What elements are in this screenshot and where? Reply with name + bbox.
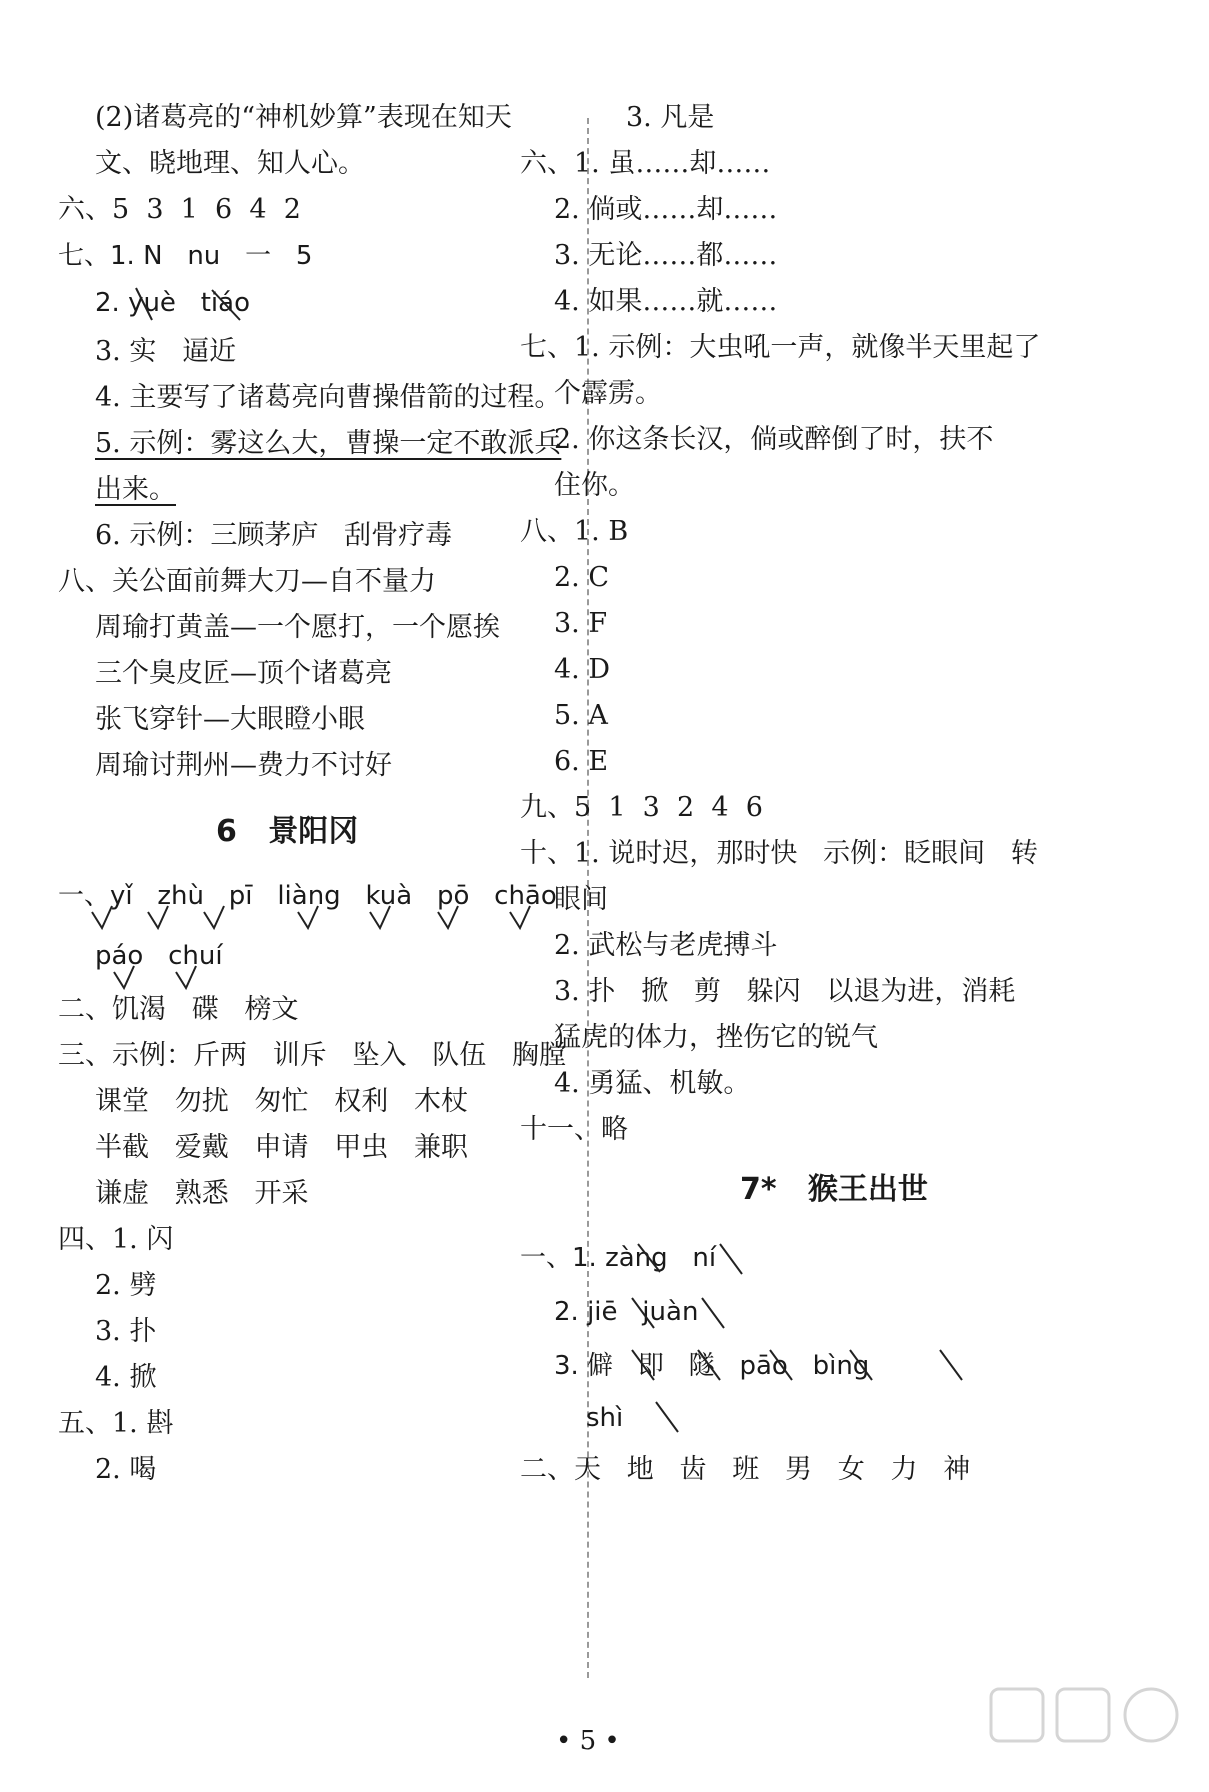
answer-line: 九、5 1 3 2 4 6: [520, 792, 763, 823]
strike-mark: [720, 1244, 742, 1274]
answer-line: 文、晓地理、知人心。: [95, 148, 365, 179]
answer-line: 一、yǐ zhù pī liàng kuà pō chāo: [58, 881, 557, 911]
answer-line: 四、1. 闪: [58, 1224, 174, 1255]
strike-mark: [638, 1244, 660, 1272]
tick-mark: [176, 966, 196, 988]
answer-line: 5. A: [554, 700, 608, 731]
answer-line: 半截 爱戴 申请 甲虫 兼职: [95, 1132, 468, 1163]
answer-line: 十一、略: [520, 1114, 628, 1145]
answer-line: 谦虚 熟悉 开采: [95, 1178, 309, 1209]
strike-mark: [656, 1402, 678, 1432]
answer-line: 六、1. 虽……却……: [520, 148, 771, 179]
handwritten-marks: [520, 0, 1209, 1792]
answer-line: 3. 扑 掀 剪 躲闪 以退为进，消耗: [554, 976, 1016, 1007]
tick-mark: [92, 906, 112, 928]
answer-line: 2. jiē juàn: [554, 1297, 699, 1327]
section-title: 6 景阳冈: [216, 814, 359, 849]
answer-line: 2. 劈: [95, 1270, 157, 1301]
answer-line: 五、1. 斟: [58, 1408, 174, 1439]
answer-line: 2. 喝: [95, 1454, 157, 1485]
answer-line: 八、关公面前舞大刀—自不量力: [58, 566, 436, 597]
answer-line: 十、1. 说时迟，那时快 示例：眨眼间 转: [520, 838, 1038, 869]
answer-line: 一、1. zàng ní: [520, 1243, 717, 1273]
watermark-logo: [983, 1683, 1193, 1778]
answer-line: 住你。: [554, 470, 635, 501]
answer-line: 周瑜讨荆州—费力不讨好: [95, 750, 392, 781]
answer-line: 4. 掀: [95, 1362, 157, 1393]
strike-mark: [940, 1350, 962, 1380]
tick-mark: [370, 906, 390, 928]
answer-line: 2. 倘或……却……: [554, 194, 778, 225]
answer-line: 二、饥渴 碟 榜文: [58, 994, 299, 1025]
page-number: • 5 •: [556, 1726, 620, 1756]
strike-mark: [770, 1350, 792, 1380]
answer-line: 6. 示例：三顾茅庐 刮骨疗毒: [95, 520, 453, 551]
answer-line: 5. 示例：雾这么大，曹操一定不敢派兵: [95, 428, 562, 459]
answer-line: páo chuí: [95, 941, 223, 971]
strike-mark: [632, 1298, 654, 1328]
strike-mark: [698, 1350, 720, 1380]
answer-line: 3. 凡是: [626, 102, 715, 133]
answer-line: 2. 你这条长汉，倘或醉倒了时，扶不: [554, 424, 994, 455]
strike-mark: [632, 1350, 654, 1380]
answer-line: 猛虎的体力，挫伤它的锐气: [554, 1022, 878, 1053]
answer-line: 七、1. N nu 一 5: [58, 241, 313, 271]
answer-line: 七、1. 示例：大虫吼一声，就像半天里起了: [520, 332, 1041, 363]
answer-line: 2. yuè tiáo: [95, 288, 250, 318]
answer-line: 3. 僻 即 隧 pāo bìng: [554, 1351, 870, 1381]
answer-line: 周瑜打黄盖—一个愿打，一个愿挨: [95, 612, 500, 643]
answer-line: 八、1. B: [520, 516, 629, 547]
strike-mark: [212, 290, 240, 320]
answer-line: 2. 武松与老虎搏斗: [554, 930, 778, 961]
answer-line: 6. E: [554, 746, 609, 777]
answer-line: 4. 勇猛、机敏。: [554, 1068, 751, 1099]
strike-mark: [136, 288, 152, 320]
answer-line: 六、5 3 1 6 4 2: [58, 194, 301, 225]
tick-mark: [148, 906, 168, 928]
answer-line: 三、示例：斤两 训斥 坠入 队伍 胸膛: [58, 1040, 566, 1071]
answer-line: 4. D: [554, 654, 610, 685]
answer-line: 出来。: [95, 474, 176, 505]
answer-line: 个霹雳。: [554, 378, 662, 409]
answer-line: 3. 无论……都……: [554, 240, 778, 271]
answer-line: 3. 扑: [95, 1316, 157, 1347]
answer-line: (2)诸葛亮的“神机妙算”表现在知天: [95, 102, 512, 133]
answer-line: 课堂 勿扰 匆忙 权利 木杖: [95, 1086, 468, 1117]
section-title: 7* 猴王出世: [740, 1172, 928, 1207]
answer-line: 二、天 地 齿 班 男 女 力 神: [520, 1454, 971, 1485]
answer-line: 3. 实 逼近: [95, 336, 237, 367]
handwritten-marks: [0, 0, 580, 1792]
answer-line: 4. 如果……就……: [554, 286, 778, 317]
answer-line: 三个臭皮匠—顶个诸葛亮: [95, 658, 392, 689]
answer-line: 4. 主要写了诸葛亮向曹操借箭的过程。: [95, 382, 562, 413]
answer-line: 2. C: [554, 562, 610, 593]
answer-line: 张飞穿针—大眼瞪小眼: [95, 704, 365, 735]
strike-mark: [702, 1298, 724, 1328]
answer-line: 3. F: [554, 608, 608, 639]
tick-mark: [114, 966, 134, 988]
tick-mark: [298, 906, 318, 928]
answer-line: 眼间: [554, 884, 608, 915]
answer-line: shì: [586, 1403, 624, 1433]
tick-mark: [204, 906, 224, 928]
tick-mark: [438, 906, 458, 928]
strike-mark: [850, 1350, 872, 1380]
